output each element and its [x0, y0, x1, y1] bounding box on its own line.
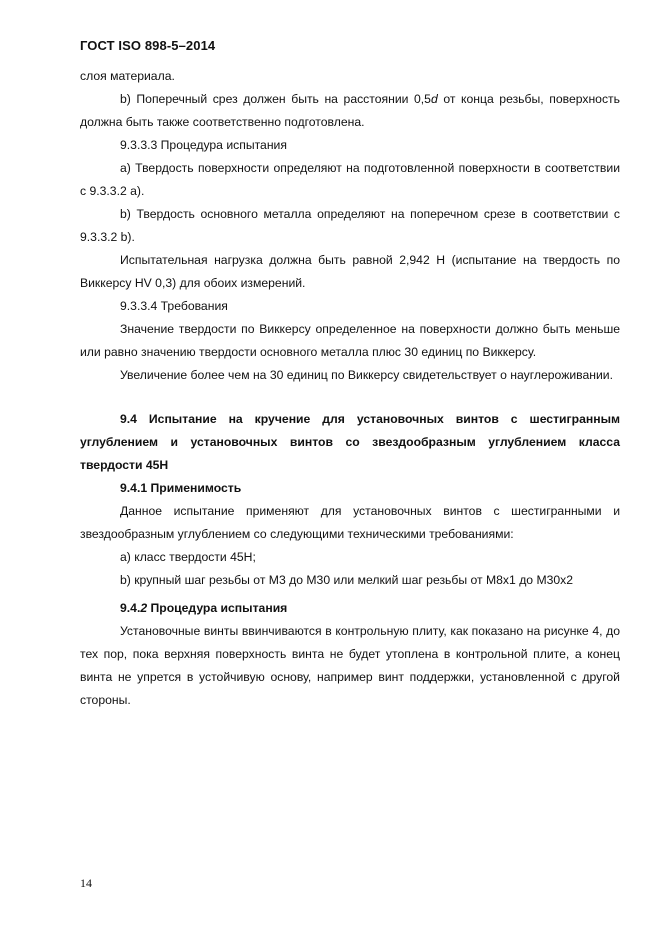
paragraph-list-item-b: b) крупный шаг резьбы от M3 до M30 или мелкий шаг резьбы от M8x1 до M30x2	[120, 573, 574, 587]
paragraph-list-item-a: a) класс твердости 45H;	[120, 550, 256, 564]
subsection-heading-93333: 9.3.3.3 Процедура испытания	[120, 138, 287, 152]
paragraph-carburization: Увеличение более чем на 30 единиц по Виккерсу свидетельствует о науглероживании.	[120, 368, 614, 382]
subsection-heading-941: 9.4.1 Применимость	[120, 481, 242, 495]
text-run: b) Поперечный срез должен быть на расстоянии 0,5	[120, 92, 431, 106]
text-run: Процедура испытания	[147, 601, 288, 615]
paragraph-requirement: Значение твердости по Виккерсу определенное на поверхности должно быть меньше или равно значению твердости основного металла плюс 30 единиц по Виккерсу.	[80, 322, 620, 359]
section-heading-94: 9.4 Испытание на кручение для установочных винтов с шестигранным углублением и установочных винтов со звездообразным углублением класса твердости 45H	[80, 412, 620, 472]
paragraph-procedure: Установочные винты ввинчиваются в контрольную плиту, как показано на рисунке 4, до тех пор, пока верхняя поверхность винта не будет утоплена в контрольной плите, а конец винта не упрется в устойчивую основу, например винт поддержки, установленной с другой стороны.	[80, 624, 620, 707]
document-header: ГОСТ ISO 898-5–2014	[80, 38, 216, 53]
text-run: от конца резьбы, поверхность должна быть также соответственно подготовлена.	[80, 92, 620, 129]
paragraph-applicability: Данное испытание применяют для установочных винтов с шестигранными и звездообразным углублением со следующими техническими требованиями:	[80, 504, 620, 541]
subsection-heading-942	[80, 597, 620, 620]
paragraph-list-item-b	[80, 88, 620, 134]
subsection-heading-93334: 9.3.3.4 Требования	[120, 299, 228, 313]
text-run: 9.4.	[120, 601, 141, 615]
paragraph-list-item-a: a) Твердость поверхности определяют на подготовленной поверхности в соответствии с 9.3.3.2 a).	[80, 161, 620, 198]
paragraph-test-load: Испытательная нагрузка должна быть равной 2,942 Н (испытание на твердость по Виккерсу HV 0,3) для обоих измерений.	[80, 253, 620, 290]
variable-d: d	[430, 92, 438, 106]
text-run-italic: 2	[140, 601, 148, 615]
document-body	[80, 65, 620, 712]
paragraph-list-item-b: b) Твердость основного металла определяют на поперечном срезе в соответствии с 9.3.3.2 b).	[80, 207, 620, 244]
page-number: 14	[80, 876, 92, 890]
paragraph-continuation: слоя материала.	[80, 69, 175, 83]
